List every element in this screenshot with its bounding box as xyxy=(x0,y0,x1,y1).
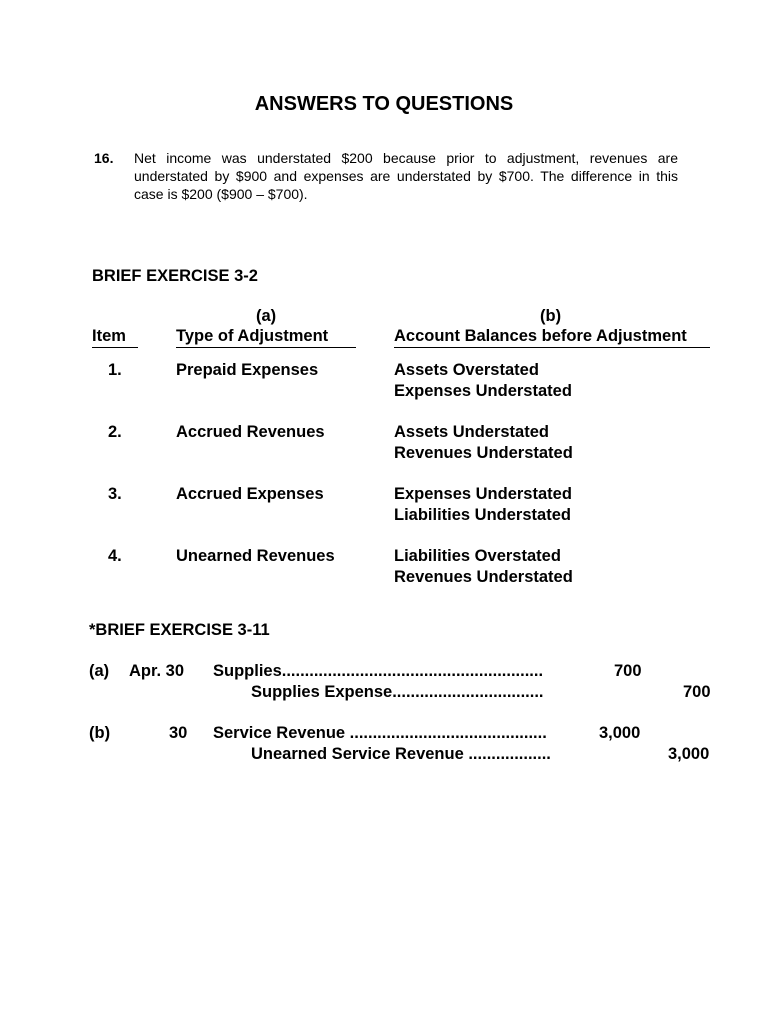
debit-amount: 3,000 xyxy=(599,724,641,742)
entry-label: (b) xyxy=(89,724,111,742)
credit-account: Supplies Expense................................. xyxy=(251,683,544,701)
row-balance-1: Assets Understated xyxy=(394,423,549,441)
row-type: Accrued Expenses xyxy=(176,485,324,503)
entry-date: Apr. 30 xyxy=(129,662,185,680)
row-balance-2: Expenses Understated xyxy=(394,382,572,400)
question-text: Net income was understated $200 because prior to adjustment, revenues are understated by $900 and expenses are understated by $700. The difference in this case is $200 ($900 – $700). xyxy=(134,150,678,202)
be32-heading: BRIEF EXERCISE 3-2 xyxy=(92,267,258,285)
row-item: 2. xyxy=(108,423,122,441)
debit-account: Service Revenue ........................................... xyxy=(213,724,547,742)
row-type: Accrued Revenues xyxy=(176,423,325,441)
col-b-label: (b) xyxy=(540,307,562,325)
entry-label: (a) xyxy=(89,662,110,680)
col-balances-header: Account Balances before Adjustment xyxy=(394,327,710,348)
credit-amount: 700 xyxy=(683,683,711,701)
row-balance-2: Revenues Understated xyxy=(394,568,573,586)
row-type: Prepaid Expenses xyxy=(176,361,319,379)
row-type: Unearned Revenues xyxy=(176,547,335,565)
page-title: ANSWERS TO QUESTIONS xyxy=(254,93,514,115)
row-balance-1: Liabilities Overstated xyxy=(394,547,561,565)
row-balance-2: Revenues Understated xyxy=(394,444,573,462)
row-balance-2: Liabilities Understated xyxy=(394,506,571,524)
credit-account: Unearned Service Revenue .................. xyxy=(251,745,551,763)
row-item: 1. xyxy=(108,361,122,379)
col-item-header: Item xyxy=(92,327,138,348)
col-a-label: (a) xyxy=(256,307,277,325)
row-item: 3. xyxy=(108,485,122,503)
row-item: 4. xyxy=(108,547,122,565)
be311-heading: *BRIEF EXERCISE 3-11 xyxy=(89,621,270,639)
debit-account: Supplies......................................................... xyxy=(213,662,544,680)
question-number: 16. xyxy=(94,150,114,166)
col-type-header: Type of Adjustment xyxy=(176,327,356,348)
row-balance-1: Assets Overstated xyxy=(394,361,539,379)
debit-amount: 700 xyxy=(614,662,642,680)
credit-amount: 3,000 xyxy=(668,745,710,763)
entry-date: 30 xyxy=(169,724,188,742)
row-balance-1: Expenses Understated xyxy=(394,485,572,503)
